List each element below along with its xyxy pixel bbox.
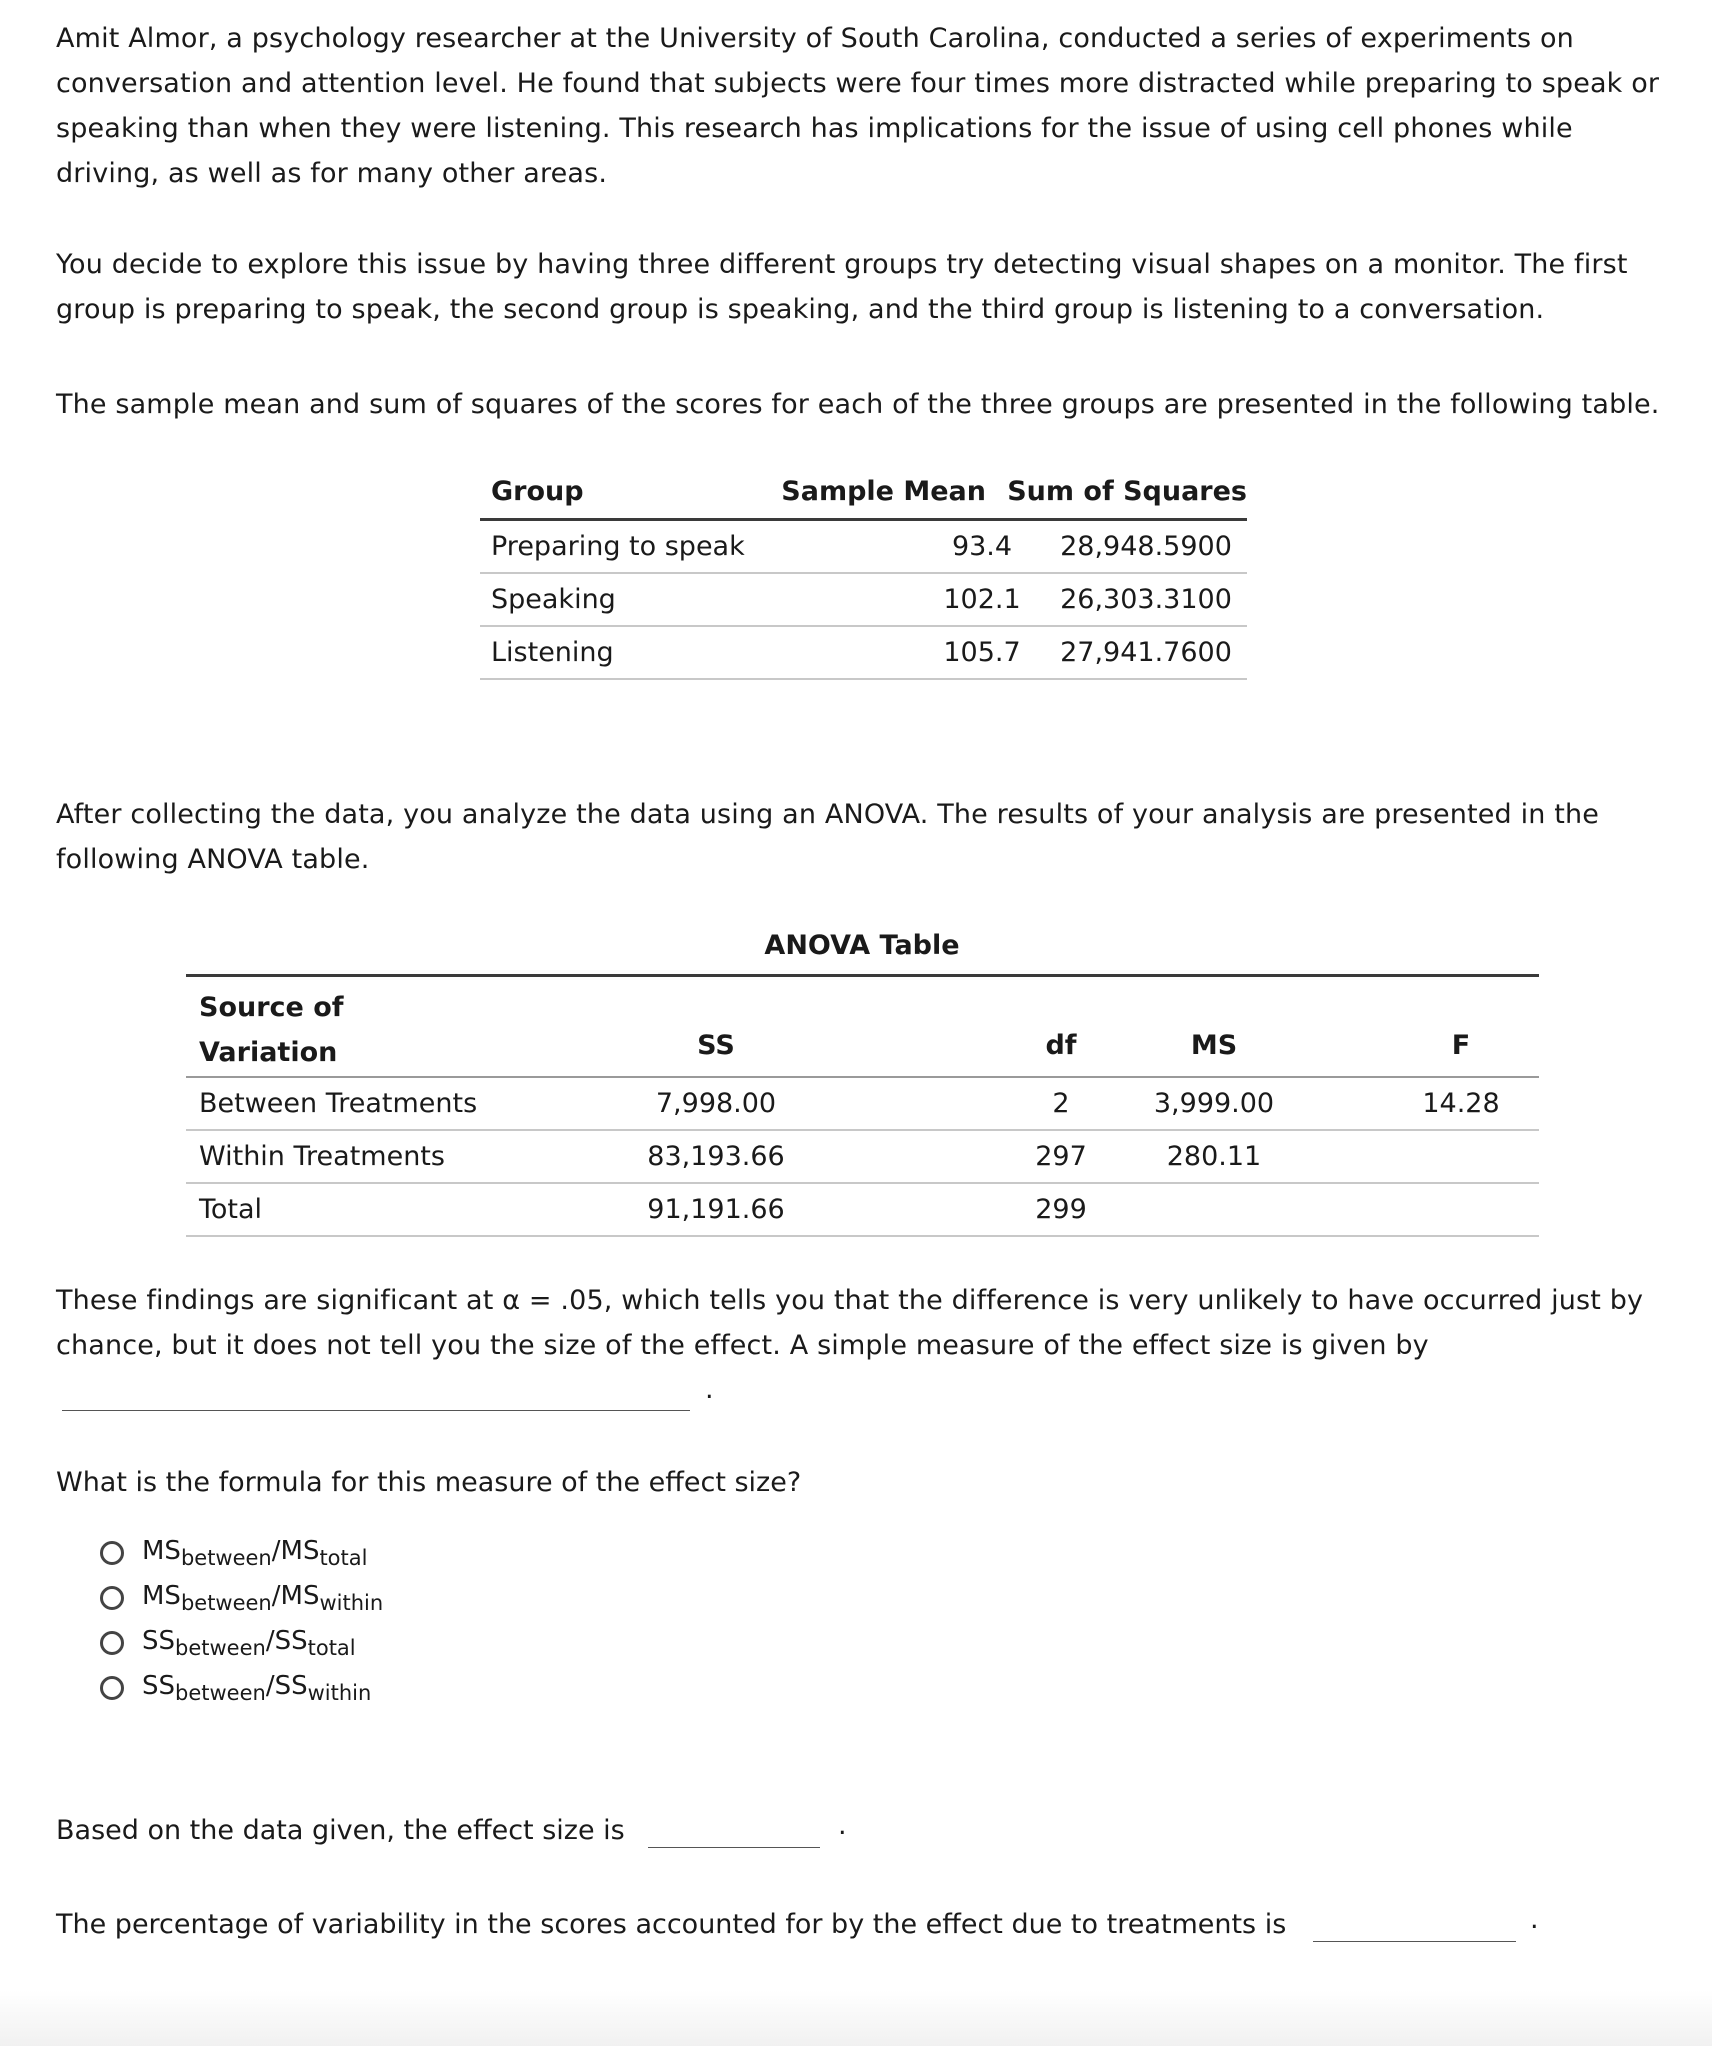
period: . (705, 1374, 714, 1405)
f-header: F (1451, 1030, 1471, 1061)
numerator-subscript: between (180, 1590, 272, 1615)
sample-mean-header: Sample Mean (781, 476, 986, 507)
denominator-subscript: within (319, 1590, 384, 1615)
source-name: Total (199, 1194, 263, 1225)
intro-paragraph: Amit Almor, a psychology researcher at the University of South Carolina, conducted a series of experiments on conversation and attention level. He found that subjects were four times more distracted while preparing to speak or speaking than when they were listening. This research has implications for the issue of using cell phones while driving, as well as for many other areas. (56, 23, 1660, 189)
sum-of-squares: 26,303.3100 (1060, 584, 1232, 615)
formula-question: What is the formula for this measure of the effect size? (56, 1467, 802, 1498)
group-table-header (480, 468, 1247, 521)
df-value: 297 (1035, 1141, 1087, 1172)
denominator: SS (274, 1625, 308, 1656)
denominator-subscript: total (307, 1635, 356, 1660)
ss-value: 7,998.00 (655, 1088, 777, 1119)
table-row (186, 1078, 1539, 1131)
anova-intro-paragraph: After collecting the data, you analyze the data using an ANOVA. The results of your analysis are presented in the following ANOVA table. (56, 799, 1599, 875)
sample-mean: 105.7 (943, 637, 1021, 668)
formula-options (100, 1530, 383, 1710)
design-paragraph: You decide to explore this issue by having three different groups try detecting visual shapes on a monitor. The first group is preparing to speak, the second group is speaking, and the third group is listening to a conversation. (56, 249, 1628, 325)
group-summary-table (480, 468, 1247, 680)
effect-size-dropdown[interactable] (648, 1847, 820, 1848)
ms-header: MS (1190, 1030, 1238, 1061)
option-label: $SS_{between}/SS_{within}$ (142, 1670, 372, 1705)
denominator-subscript: total (319, 1545, 368, 1570)
ss-header: SS (697, 1030, 735, 1061)
ss-value: 83,193.66 (647, 1141, 785, 1172)
table-row (186, 1184, 1539, 1237)
source-header-line1: Source of (199, 992, 344, 1023)
effect-measure-dropdown[interactable] (62, 1410, 690, 1411)
source-name: Within Treatments (199, 1141, 445, 1172)
group-header: Group (491, 476, 584, 507)
numerator: MS (142, 1580, 181, 1611)
source-header-line2: Variation (199, 1037, 338, 1068)
option-label: $SS_{between}/SS_{total}$ (142, 1625, 356, 1660)
df-header: df (1045, 1030, 1077, 1061)
group-name: Speaking (491, 584, 616, 615)
numerator-subscript: between (175, 1680, 266, 1705)
table-row (186, 1131, 1539, 1184)
anova-table-header (186, 977, 1539, 1078)
numerator-subscript: between (180, 1545, 272, 1570)
denominator: MS (280, 1580, 320, 1611)
f-value: 14.28 (1422, 1088, 1500, 1119)
radio-button[interactable] (100, 1541, 124, 1565)
group-name: Listening (491, 637, 614, 668)
source-of-variation-header (199, 985, 344, 1075)
anova-table (186, 974, 1539, 1237)
denominator-subscript: within (307, 1680, 372, 1705)
table-row (480, 627, 1247, 680)
anova-table-title: ANOVA Table (764, 930, 960, 961)
sum-of-squares: 27,941.7600 (1060, 637, 1232, 668)
option-ss-between-ss-total[interactable] (100, 1620, 383, 1665)
df-value: 299 (1035, 1194, 1087, 1225)
table-row (480, 574, 1247, 627)
ss-value: 91,191.66 (647, 1194, 785, 1225)
percentage-label: The percentage of variability in the scores accounted for by the effect due to treatments is (56, 1909, 1287, 1940)
effect-size-label: Based on the data given, the effect size is (56, 1815, 625, 1846)
period: . (838, 1810, 847, 1841)
option-label: $MS_{between}/MS_{total}$ (142, 1535, 368, 1570)
table-intro-paragraph: The sample mean and sum of squares of the scores for each of the three groups are presented in the following table. (56, 389, 1660, 420)
period: . (1530, 1904, 1539, 1935)
source-name: Between Treatments (199, 1088, 478, 1119)
sample-mean: 93.4 (951, 531, 1013, 562)
sample-mean: 102.1 (943, 584, 1021, 615)
table-row (480, 521, 1247, 574)
radio-button[interactable] (100, 1586, 124, 1610)
ms-value: 3,999.00 (1153, 1088, 1275, 1119)
numerator-subscript: between (175, 1635, 266, 1660)
group-name: Preparing to speak (491, 531, 745, 562)
sum-of-squares-header: Sum of Squares (1007, 476, 1247, 507)
radio-button[interactable] (100, 1676, 124, 1700)
numerator: SS (142, 1625, 176, 1656)
significance-paragraph: These findings are significant at α = .05, which tells you that the difference is very unlikely to have occurred just by chance, but it does not tell you the size of the effect. A simple measure of the effect size is given by (56, 1285, 1644, 1361)
option-ss-between-ss-within[interactable] (100, 1665, 383, 1710)
numerator: SS (142, 1670, 176, 1701)
ms-value: 280.11 (1166, 1141, 1262, 1172)
numerator: MS (142, 1535, 181, 1566)
radio-button[interactable] (100, 1631, 124, 1655)
sum-of-squares: 28,948.5900 (1060, 531, 1232, 562)
option-label: $MS_{between}/MS_{within}$ (142, 1580, 384, 1615)
option-ms-between-ms-total[interactable] (100, 1530, 383, 1575)
denominator: SS (274, 1670, 308, 1701)
percentage-dropdown[interactable] (1313, 1941, 1516, 1942)
option-ms-between-ms-within[interactable] (100, 1575, 383, 1620)
page-bottom-band (0, 1990, 1712, 2046)
df-value: 2 (1052, 1088, 1070, 1119)
denominator: MS (280, 1535, 320, 1566)
